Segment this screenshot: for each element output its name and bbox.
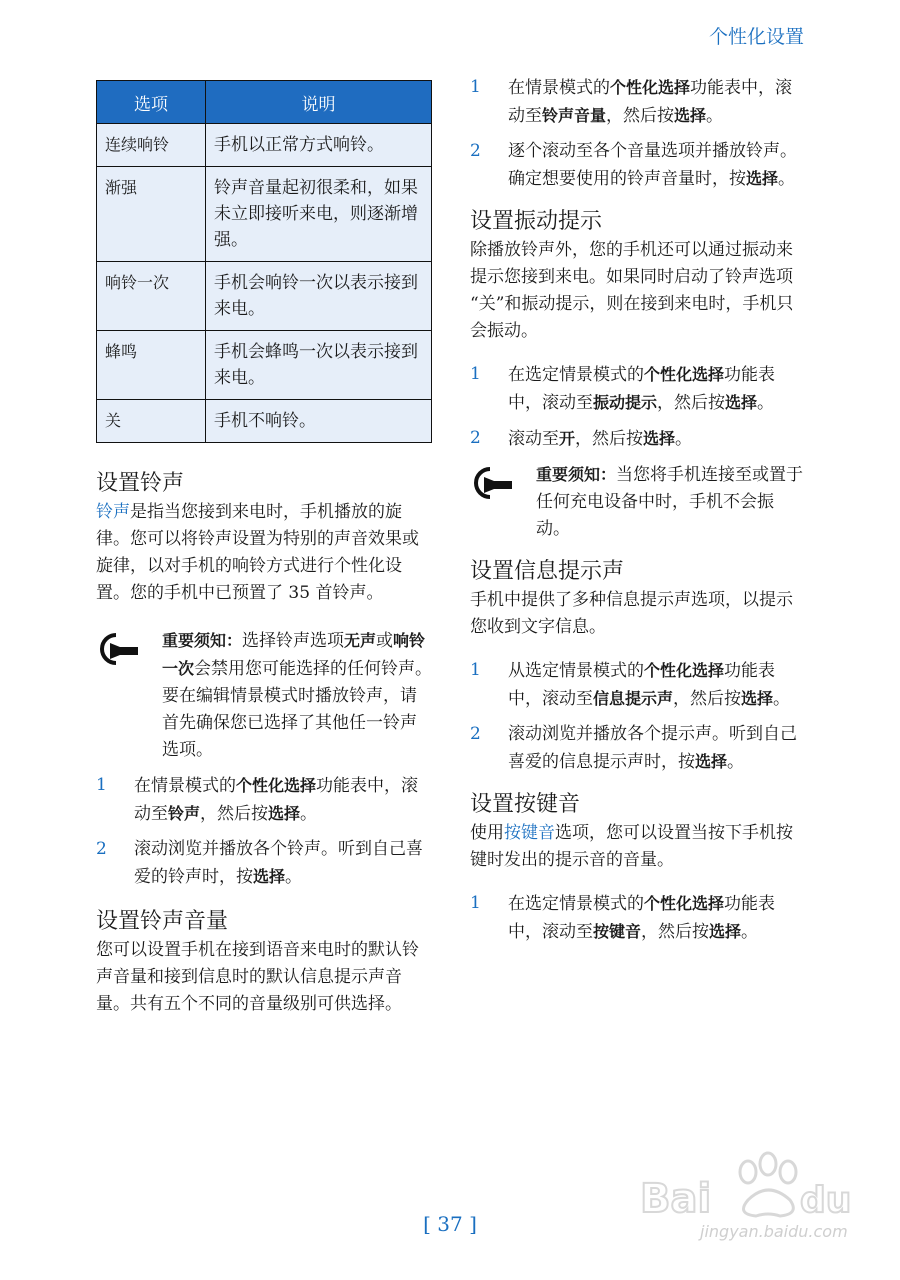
step-text: 功能表中，滚动至 bbox=[508, 365, 776, 413]
step-text: 逐个滚动至各个音量选项并播放铃声。确定想要使用的铃声音量时，按 bbox=[508, 141, 797, 189]
note-text: 当您将手机连接至或置于任何充电设备中时，手机不会振动。 bbox=[536, 465, 804, 539]
watermark-text: jingyan.baidu.com bbox=[700, 1222, 848, 1241]
note-text: 会禁用您可能选择的任何铃声。要在编辑情景模式时播放铃声，请首先确保您已选择了其他任一铃声选项。 bbox=[162, 659, 433, 760]
ringtone-intro bbox=[96, 499, 432, 607]
step-text: ，然后按 bbox=[673, 689, 742, 709]
step-number: 1 bbox=[470, 364, 481, 384]
step-keyword: 铃声音量 bbox=[542, 106, 607, 125]
table-row bbox=[97, 167, 432, 262]
step-keyword: 个性化选择 bbox=[644, 894, 725, 913]
step-text: 功能表中，滚动至 bbox=[508, 894, 776, 942]
note-label: 重要须知： bbox=[536, 465, 617, 484]
step-item bbox=[470, 657, 806, 713]
step-text: 。 bbox=[773, 689, 791, 709]
step-number: 1 bbox=[470, 660, 481, 680]
keytone-intro bbox=[470, 820, 806, 874]
step-keyword: 选择 bbox=[746, 169, 779, 188]
step-text: 滚动浏览并播放各个提示声。听到自己喜爱的信息提示声时，按 bbox=[508, 724, 797, 772]
table-row bbox=[97, 124, 432, 167]
note-label: 重要须知： bbox=[162, 631, 243, 650]
message-tone-intro: 手机中提供了多种信息提示声选项，以提示您收到文字信息。 bbox=[470, 590, 793, 637]
step-keyword: 选择 bbox=[741, 689, 774, 708]
step-text: 。 bbox=[675, 429, 693, 449]
volume-intro: 您可以设置手机在接到语音来电时的默认铃声音量和接到信息时的默认信息提示声音量。共有五个不同的音量级别可供选择。 bbox=[96, 940, 419, 1014]
table-row bbox=[97, 400, 432, 443]
step-keyword: 选择 bbox=[674, 106, 707, 125]
step-text: 功能表中，滚动至 bbox=[134, 776, 419, 824]
note-keyword: 无声 bbox=[344, 631, 377, 650]
note-text: 或 bbox=[376, 631, 394, 651]
table-row bbox=[97, 262, 432, 331]
table-cell-desc: 手机以正常方式响铃。 bbox=[206, 124, 432, 167]
table-cell-desc: 手机不响铃。 bbox=[206, 400, 432, 443]
step-keyword: 信息提示声 bbox=[593, 689, 674, 708]
step-item bbox=[470, 74, 806, 130]
section-heading-vibrate: 设置振动提示 bbox=[470, 209, 603, 234]
step-keyword: 铃声 bbox=[168, 804, 201, 823]
svg-text:du: du bbox=[800, 1180, 852, 1221]
table-cell-desc: 手机会蜂鸣一次以表示接到来电。 bbox=[206, 331, 432, 400]
step-text: 。 bbox=[285, 867, 303, 887]
svg-text:Bai: Bai bbox=[640, 1176, 712, 1222]
step-keyword: 选择 bbox=[268, 804, 301, 823]
step-number: 2 bbox=[470, 724, 481, 744]
table-cell-option: 关 bbox=[97, 400, 206, 443]
step-keyword: 个性化选择 bbox=[644, 365, 725, 384]
step-text: 。 bbox=[757, 393, 775, 413]
note-keyword: 响铃一次 bbox=[162, 631, 426, 678]
step-text: 滚动至 bbox=[508, 429, 559, 449]
section-heading-ringtone: 设置铃声 bbox=[96, 471, 185, 496]
step-number: 2 bbox=[96, 839, 107, 859]
step-text: ，然后按 bbox=[657, 393, 726, 413]
step-keyword: 个性化选择 bbox=[644, 661, 725, 680]
important-note bbox=[96, 627, 432, 764]
step-keyword: 按键音 bbox=[593, 922, 642, 941]
important-note bbox=[470, 461, 806, 543]
step-number: 1 bbox=[470, 893, 481, 913]
step-item bbox=[470, 138, 806, 193]
step-keyword: 振动提示 bbox=[593, 393, 658, 412]
table-header-row bbox=[97, 81, 432, 124]
vibrate-intro: 除播放铃声外，您的手机还可以通过振动来提示您接到来电。如果同时启动了铃声选项 “关”和振动提示，则在接到来电时，手机只会振动。 bbox=[470, 240, 794, 341]
table-cell-desc: 手机会响铃一次以表示接到来电。 bbox=[206, 262, 432, 331]
table-cell-option: 连续响铃 bbox=[97, 124, 206, 167]
section-heading-keytone: 设置按键音 bbox=[470, 792, 581, 817]
table-cell-option: 渐强 bbox=[97, 167, 206, 262]
step-keyword: 选择 bbox=[709, 922, 742, 941]
step-item bbox=[470, 890, 806, 946]
right-column bbox=[470, 74, 806, 946]
step-item bbox=[470, 721, 806, 776]
step-text: ，然后按 bbox=[606, 106, 675, 126]
step-keyword: 选择 bbox=[725, 393, 758, 412]
step-number: 1 bbox=[470, 77, 481, 97]
step-item bbox=[96, 772, 432, 828]
step-text: 在选定情景模式的 bbox=[508, 894, 644, 914]
ringtone-options-table bbox=[96, 80, 432, 443]
step-text: ，然后按 bbox=[641, 922, 710, 942]
step-text: 。 bbox=[300, 804, 318, 824]
step-text: 从选定情景模式的 bbox=[508, 661, 644, 681]
table-header-option: 选项 bbox=[97, 81, 206, 124]
step-text: 。 bbox=[778, 169, 796, 189]
keytone-intro-text: 选项，您可以设置当按下手机按键时发出的提示音的音量。 bbox=[470, 823, 793, 870]
note-text: 选择铃声选项 bbox=[242, 631, 345, 651]
table-cell-option: 响铃一次 bbox=[97, 262, 206, 331]
step-text: ，然后按 bbox=[200, 804, 269, 824]
step-number: 1 bbox=[96, 775, 107, 795]
step-text: 。 bbox=[706, 106, 724, 126]
section-heading-message-tone: 设置信息提示声 bbox=[470, 559, 625, 584]
step-text: 滚动浏览并播放各个铃声。听到自己喜爱的铃声时，按 bbox=[134, 839, 423, 887]
step-text: 在选定情景模式的 bbox=[508, 365, 644, 385]
page-number: [ 37 ] bbox=[423, 1212, 477, 1236]
step-text: ，然后按 bbox=[575, 429, 644, 449]
table-header-desc: 说明 bbox=[206, 81, 432, 124]
note-pointer-icon bbox=[470, 465, 514, 501]
step-keyword: 选择 bbox=[643, 429, 676, 448]
keytone-link[interactable]: 按键音 bbox=[504, 823, 555, 843]
step-text: 功能表中，滚动至 bbox=[508, 78, 793, 126]
left-column bbox=[96, 74, 432, 1018]
step-text: 在情景模式的 bbox=[508, 78, 610, 98]
step-keyword: 选择 bbox=[253, 867, 286, 886]
step-item bbox=[470, 361, 806, 417]
running-header: 个性化设置 bbox=[708, 26, 804, 48]
step-text: 。 bbox=[727, 752, 745, 772]
step-text: 在情景模式的 bbox=[134, 776, 236, 796]
step-number: 2 bbox=[470, 428, 481, 448]
keytone-intro-text: 使用 bbox=[470, 823, 504, 843]
step-keyword: 个性化选择 bbox=[610, 78, 691, 97]
step-item bbox=[96, 836, 432, 891]
step-item bbox=[470, 425, 806, 453]
ringtone-link[interactable]: 铃声 bbox=[96, 502, 130, 522]
step-text: 功能表中，滚动至 bbox=[508, 661, 776, 709]
note-pointer-icon bbox=[96, 631, 140, 667]
table-cell-desc: 铃声音量起初很柔和，如果未立即接听来电，则逐渐增强。 bbox=[206, 167, 432, 262]
step-keyword: 选择 bbox=[695, 752, 728, 771]
step-keyword: 个性化选择 bbox=[236, 776, 317, 795]
ringtone-intro-text: 是指当您接到来电时，手机播放的旋律。您可以将铃声设置为特别的声音效果或旋律，以对手机的响铃方式进行个性化设置。您的手机中已预置了 35 首铃声。 bbox=[96, 502, 419, 603]
section-heading-volume: 设置铃声音量 bbox=[96, 909, 229, 934]
step-text: 。 bbox=[741, 922, 759, 942]
table-row bbox=[97, 331, 432, 400]
step-keyword: 开 bbox=[559, 429, 576, 448]
step-number: 2 bbox=[470, 141, 481, 161]
table-cell-option: 蜂鸣 bbox=[97, 331, 206, 400]
